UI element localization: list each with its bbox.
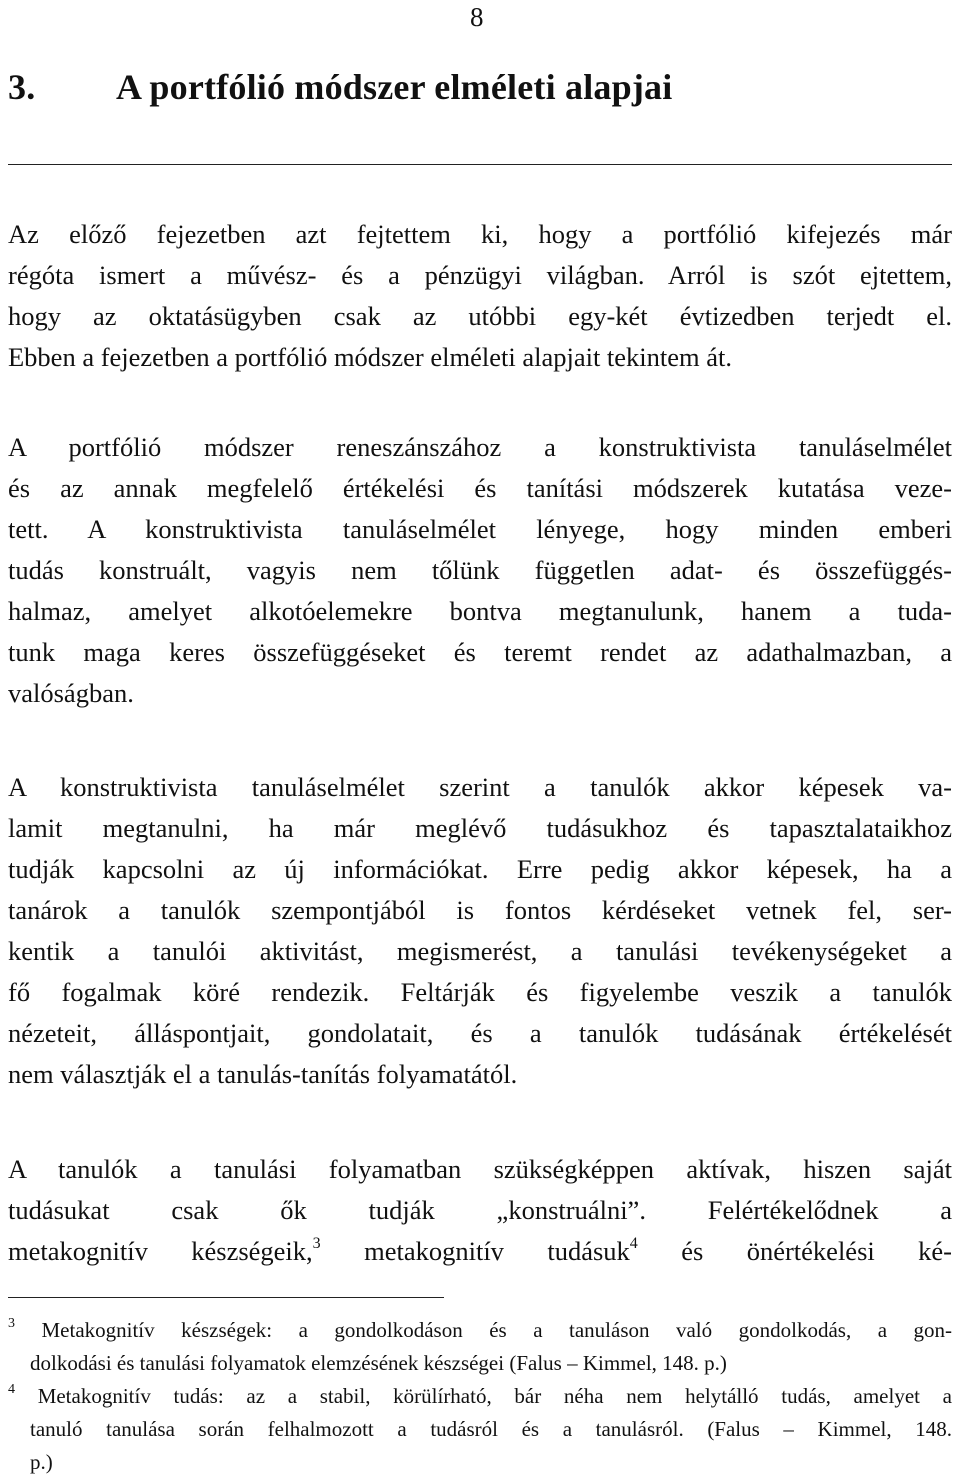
text-fragment: metakognitív tudásuk [320, 1236, 630, 1266]
footnote-4 [8, 1380, 952, 1479]
text-line: tanárok a tanulók szempontjából is fontos kérdéseket vetnek fel, ser- [8, 895, 952, 925]
text-fragment: metakognitív készségeik, [8, 1236, 313, 1266]
text-line: Ebben a fejezetben a portfólió módszer elméleti alapjait tekintem át. [8, 342, 733, 372]
text-line: régóta ismert a művész- és a pénzügyi világban. Arról is szót ejtettem, [8, 260, 952, 290]
text-line: és az annak megfelelő értékelési és tanítási módszerek kutatása veze- [8, 473, 952, 503]
footnote-line [8, 1314, 952, 1347]
text-line: A tanulók a tanulási folyamatban szükségképpen aktívak, hiszen saját [8, 1154, 952, 1184]
footnote-separator [8, 1297, 444, 1298]
footnote-line: tanuló tanulása során felhalmozott a tudásról és a tanulásról. (Falus – Kimmel, 148. [30, 1417, 952, 1441]
text-fragment: és önértékelési ké- [637, 1236, 952, 1266]
footnote-3 [8, 1314, 952, 1380]
paragraph-3 [8, 767, 952, 1095]
heading-rule [8, 164, 952, 165]
footnote-text: Metakognitív készségek: a gondolkodáson és a tanuláson való gondolkodás, a gon- [15, 1318, 952, 1342]
footnote-line: p.) [30, 1450, 53, 1474]
footnote-mark: 3 [8, 1316, 15, 1331]
text-line: lamit megtanulni, ha már meglévő tudásukhoz és tapasztalataikhoz [8, 813, 952, 843]
footnote-ref[interactable]: 4 [629, 1235, 638, 1252]
text-line: nézeteit, álláspontjait, gondolatait, és a tanulók tudásának értékelését [8, 1018, 952, 1048]
footnote-text: Metakognitív tudás: az a stabil, körülírható, bár néha nem helytálló tudás, amelyet a [15, 1384, 952, 1408]
text-line: halmaz, amelyet alkotóelemekre bontva megtanulunk, hanem a tuda- [8, 596, 952, 626]
footnote-ref[interactable]: 3 [312, 1235, 321, 1252]
chapter-heading [8, 66, 672, 108]
chapter-title: A portfólió módszer elméleti alapjai [116, 67, 673, 107]
text-line: nem választják el a tanulás-tanítás folyamatától. [8, 1059, 518, 1089]
footnote-mark: 4 [8, 1382, 15, 1397]
text-line: valóságban. [8, 678, 134, 708]
paragraph-1 [8, 214, 952, 378]
text-line: tudják kapcsolni az új információkat. Erre pedig akkor képesek, ha a [8, 854, 952, 884]
text-line: kentik a tanulói aktivitást, megismerést, a tanulási tevékenységeket a [8, 936, 952, 966]
text-line: tudás konstruált, vagyis nem tőlünk független adat- és összefüggés- [8, 555, 952, 585]
text-line: A portfólió módszer reneszánszához a konstruktivista tanuláselmélet [8, 432, 952, 462]
footnote-line [8, 1380, 952, 1413]
footnote-line: dolkodási és tanulási folyamatok elemzésének készségei (Falus – Kimmel, 148. p.) [30, 1351, 727, 1375]
text-line: Az előző fejezetben azt fejtettem ki, hogy a portfólió kifejezés már [8, 219, 952, 249]
text-line: fő fogalmak köré rendezik. Feltárják és figyelembe veszik a tanulók [8, 977, 952, 1007]
text-line: A konstruktivista tanuláselmélet szerint a tanulók akkor képesek va- [8, 772, 952, 802]
text-line: tett. A konstruktivista tanuláselmélet lényege, hogy minden emberi [8, 514, 952, 544]
chapter-number: 3. [8, 67, 36, 107]
paragraph-2 [8, 427, 952, 714]
text-line: tunk maga keres összefüggéseket és teremt rendet az adathalmazban, a [8, 637, 952, 667]
text-line: hogy az oktatásügyben csak az utóbbi egy-két évtizedben terjedt el. [8, 301, 952, 331]
page-number: 8 [470, 2, 484, 32]
paragraph-4 [8, 1149, 952, 1272]
text-line [8, 1231, 952, 1272]
text-line: tudásukat csak ők tudják „konstruálni”. Felértékelődnek a [8, 1195, 952, 1225]
